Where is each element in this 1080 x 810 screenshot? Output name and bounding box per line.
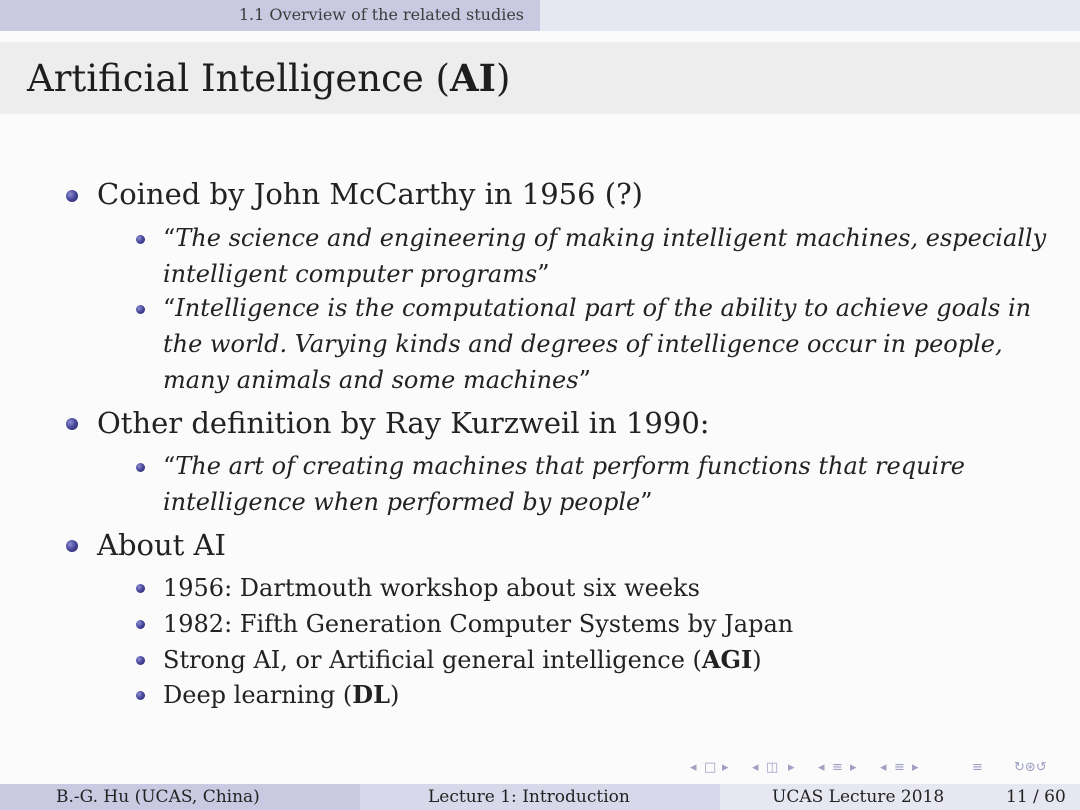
nav-left-arrow-icon[interactable]: ◂ bbox=[880, 760, 887, 775]
close-quote: ” bbox=[537, 260, 550, 288]
sub-bullet-item bbox=[163, 448, 965, 520]
nav-left-arrow-icon[interactable]: ◂ bbox=[818, 760, 825, 775]
nav-left-arrow-icon[interactable]: ◂ bbox=[690, 760, 697, 775]
quote-text: intelligent computer programs bbox=[163, 260, 538, 288]
quote-text: many animals and some machines bbox=[163, 366, 579, 394]
footer-course: UCAS Lecture 2018 bbox=[772, 787, 945, 807]
bullet-icon bbox=[66, 418, 78, 430]
footer-author-box bbox=[0, 784, 360, 810]
sub-bullet-text: Strong AI, or Artificial general intelligence ( bbox=[163, 646, 702, 674]
close-quote: ” bbox=[640, 488, 653, 516]
open-quote: “ bbox=[163, 224, 176, 252]
nav-search-icon[interactable]: ↻⊛↺ bbox=[1014, 760, 1047, 775]
footer-lecture-box bbox=[360, 784, 720, 810]
sub-bullet-text: 1982: Fifth Generation Computer Systems by Japan bbox=[163, 610, 794, 638]
sub-bullet-item bbox=[163, 606, 793, 642]
sub-bullet-text: Deep learning ( bbox=[163, 681, 353, 709]
sub-bullet-icon bbox=[136, 620, 145, 629]
title-text-end: ) bbox=[495, 57, 511, 100]
nav-right-arrow-icon[interactable]: ▸ bbox=[850, 760, 857, 775]
nav-right-arrow-icon[interactable]: ▸ bbox=[912, 760, 919, 775]
bullet-item bbox=[97, 405, 710, 441]
nav-align-icon[interactable]: ≡ bbox=[972, 760, 983, 775]
sub-bullet-text-end: ) bbox=[389, 681, 400, 709]
bullet-item bbox=[97, 176, 643, 212]
sub-bullet-text: 1956: Dartmouth workshop about six weeks bbox=[163, 574, 700, 602]
sub-bullet-icon bbox=[136, 235, 145, 244]
sub-bullet-item bbox=[163, 677, 399, 713]
title-bold-text: AI bbox=[449, 56, 496, 100]
nav-right-arrow-icon[interactable]: ▸ bbox=[722, 760, 729, 775]
nav-left-arrow-icon[interactable]: ◂ bbox=[752, 760, 759, 775]
footer bbox=[0, 784, 1080, 810]
sub-bullet-bold-text: DL bbox=[352, 680, 390, 709]
section-nav-link[interactable]: 1.1 Overview of the related studies bbox=[0, 0, 540, 31]
nav-frame-icon[interactable]: □ bbox=[704, 760, 717, 775]
sub-bullet-item bbox=[163, 290, 1031, 398]
nav-subsection-icon[interactable]: ◫ bbox=[766, 760, 779, 775]
sub-bullet-item bbox=[163, 642, 762, 678]
quote-text: the world. Varying kinds and degrees of intelligence occur in people, bbox=[163, 330, 1003, 358]
bullet-icon bbox=[66, 190, 78, 202]
footer-course-box bbox=[720, 784, 1080, 810]
quote-text: Intelligence is the computational part of the ability to achieve goals in bbox=[175, 294, 1032, 322]
nav-section-icon[interactable]: ≡ bbox=[894, 760, 905, 775]
quote-text: The science and engineering of making intelligent machines, especially bbox=[175, 224, 1047, 252]
footer-page-number: 11 / 60 bbox=[1006, 787, 1066, 807]
footer-author: B.-G. Hu (UCAS, China) bbox=[56, 787, 260, 807]
bullet-text: Coined by John McCarthy in 1956 (?) bbox=[97, 177, 643, 211]
quote-text: The art of creating machines that perform functions that require bbox=[175, 452, 965, 480]
title-text: Artificial Intelligence ( bbox=[27, 57, 450, 100]
sub-bullet-icon bbox=[136, 691, 145, 700]
sub-bullet-icon bbox=[136, 305, 145, 314]
sub-bullet-item bbox=[163, 570, 700, 606]
sub-bullet-bold-text: AGI bbox=[701, 645, 753, 674]
sub-bullet-icon bbox=[136, 584, 145, 593]
open-quote: “ bbox=[163, 452, 176, 480]
bullet-item bbox=[97, 527, 226, 563]
quote-text: intelligence when performed by people bbox=[163, 488, 641, 516]
bullet-text: About AI bbox=[97, 528, 226, 562]
sub-bullet-icon bbox=[136, 656, 145, 665]
open-quote: “ bbox=[163, 294, 176, 322]
sub-bullet-text-end: ) bbox=[752, 646, 762, 674]
nav-right-arrow-icon[interactable]: ▸ bbox=[788, 760, 795, 775]
frame-title bbox=[27, 52, 510, 105]
sub-bullet-item bbox=[163, 220, 1046, 292]
footer-lecture: Lecture 1: Introduction bbox=[428, 787, 630, 807]
sub-bullet-icon bbox=[136, 463, 145, 472]
nav-section-icon[interactable]: ≡ bbox=[832, 760, 843, 775]
close-quote: ” bbox=[578, 366, 591, 394]
bullet-icon bbox=[66, 540, 78, 552]
bullet-text: Other definition by Ray Kurzweil in 1990: bbox=[97, 406, 710, 440]
beamer-navigation bbox=[690, 758, 1075, 780]
